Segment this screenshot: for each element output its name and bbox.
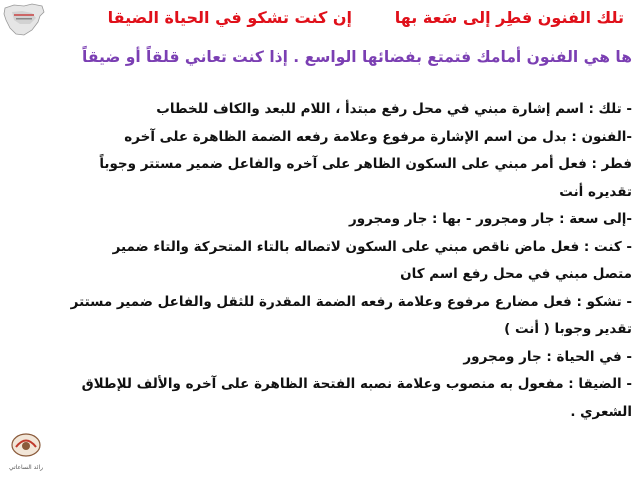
analysis-line: تقديره أنت xyxy=(559,183,632,200)
analysis-line: متصل مبني في محل رفع اسم كان xyxy=(400,266,632,282)
verse-left-hemistich: إن كنت تشكو في الحياة الضيقا xyxy=(107,8,352,27)
analysis-line: فطر : فعل أمر مبني على السكون الظاهر على آخره والفاعل ضمير مستتر وجوباً xyxy=(99,156,632,172)
verse-paraphrase: ها هي الفنون أمامك فتمتع بفضائها الواسع . إذا كنت تعاني قلقاً أو ضيقاً xyxy=(82,48,632,66)
analysis-line: تقدير وجوبا ( أنت ) xyxy=(504,321,632,337)
grammar-analysis xyxy=(30,96,632,426)
analysis-line: - تلك : اسم إشارة مبني في محل رفع مبتدأ ، اللام للبعد والكاف للخطاب xyxy=(156,101,632,117)
analysis-line: الشعري . xyxy=(570,403,632,420)
verse-right-hemistich: تلك الفنون فطِر إلى سَعة بها xyxy=(394,8,624,27)
analysis-line: -الفنون : بدل من اسم الإشارة مرفوع وعلامة رفعه الضمة الظاهرة على آخره xyxy=(124,128,632,145)
analysis-line: - في الحياة : جار ومجرور xyxy=(463,348,632,365)
poem-verse-header xyxy=(40,6,630,32)
analysis-line: - كنت : فعل ماض ناقص مبني على السكون لاتصاله بالتاء المتحركة والتاء ضمير xyxy=(112,238,632,255)
analysis-line: - الضيقا : مفعول به منصوب وعلامة نصبه الفتحة الظاهرة على آخره والألف للإطلاق xyxy=(81,376,632,392)
analysis-line: -إلى سعة : جار ومجرور - بها : جار ومجرور xyxy=(348,211,632,227)
analysis-line: - تشكو : فعل مضارع مرفوع وعلامة رفعه الضمة المقدرة للثقل والفاعل ضمير مستتر xyxy=(70,293,632,310)
logo-caption: رائد الساعاتي xyxy=(8,464,44,471)
author-logo-icon xyxy=(6,430,46,476)
